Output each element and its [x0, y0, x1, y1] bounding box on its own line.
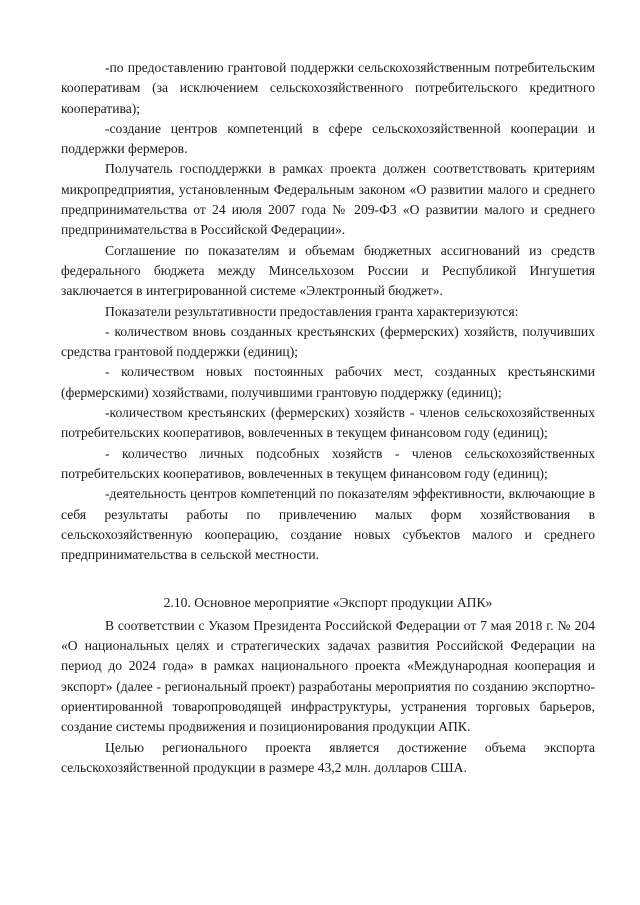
paragraph-recipient-criteria: Получатель господдержки в рамках проекта должен соответствовать критериям микропредприятия, установленным Федеральным законом «О развитии малого и среднего предпринимательства от 24 июля 2007 года № 209-ФЗ «О развитии малого и среднего предпринимательства в Российской Федерации». [61, 161, 595, 238]
paragraph-grant-support-cooperatives: -по предоставлению грантовой поддержки сельскохозяйственным потребительским кооперативам (за исключением сельскохозяйственного потребительского кредитного кооператива); [61, 60, 595, 116]
paragraph-indicator-new-jobs: - количеством новых постоянных рабочих мест, созданных крестьянскими (фермерскими) хозяйствами, получившими грантовую поддержку (единиц); [61, 364, 595, 400]
paragraph-indicator-new-farms: - количеством вновь созданных крестьянских (фермерских) хозяйств, получивших средства грантовой поддержки (единиц); [61, 323, 595, 360]
document-page [61, 58, 595, 778]
paragraph-competence-centers: -создание центров компетенций в сфере сельскохозяйственной кооперации и поддержки фермеров. [61, 120, 595, 157]
paragraph-indicator-farm-members: -количеством крестьянских (фермерских) хозяйств - членов сельскохозяйственных потребительских кооперативов, вовлеченных в текущем финансовом году (единиц); [61, 405, 595, 441]
paragraph-decree-export: В соответствии с Указом Президента Российской Федерации от 7 мая 2018 г. № 204 «О национальных целях и стратегических задачах развития Российской Федерации на период до 2024 года» в рамках национального проекта «Международная кооперация и экспорт» (далее - региональный проект) разработаны мероприятия по созданию экспортно-ориентированной товаропроводящей инфраструктуры, устранения торговых барьеров, создание системы продвижения и позиционирования продукции АПК. [61, 617, 595, 735]
section-heading: 2.10. Основное мероприятие «Экспорт продукции АПК» [163, 595, 493, 611]
paragraph-competence-centers-activity: -деятельность центров компетенций по показателям эффективности, включающие в себя результаты работы по привлечению малых форм хозяйствования в сельскохозяйственную кооперацию, создание новых субъектов малого и среднего предпринимательства в сельской местности. [61, 486, 595, 563]
paragraph-indicator-household-members: - количество личных подсобных хозяйств - членов сельскохозяйственных потребительских кооперативов, вовлеченных в текущем финансовом году (единиц); [61, 445, 595, 481]
paragraph-agreement: Соглашение по показателям и объемам бюджетных ассигнований из средств федерального бюджета между Минсельхозом России и Республикой Ингушетия заключается в интегрированной системе «Электронный бюджет». [61, 242, 595, 299]
paragraph-export-goal: Целью регионального проекта является достижение объема экспорта сельскохозяйственной продукции в размере 43,2 млн. долларов США. [61, 739, 595, 775]
paragraph-indicators-intro: Показатели результативности предоставления гранта характеризуются: [105, 303, 519, 319]
